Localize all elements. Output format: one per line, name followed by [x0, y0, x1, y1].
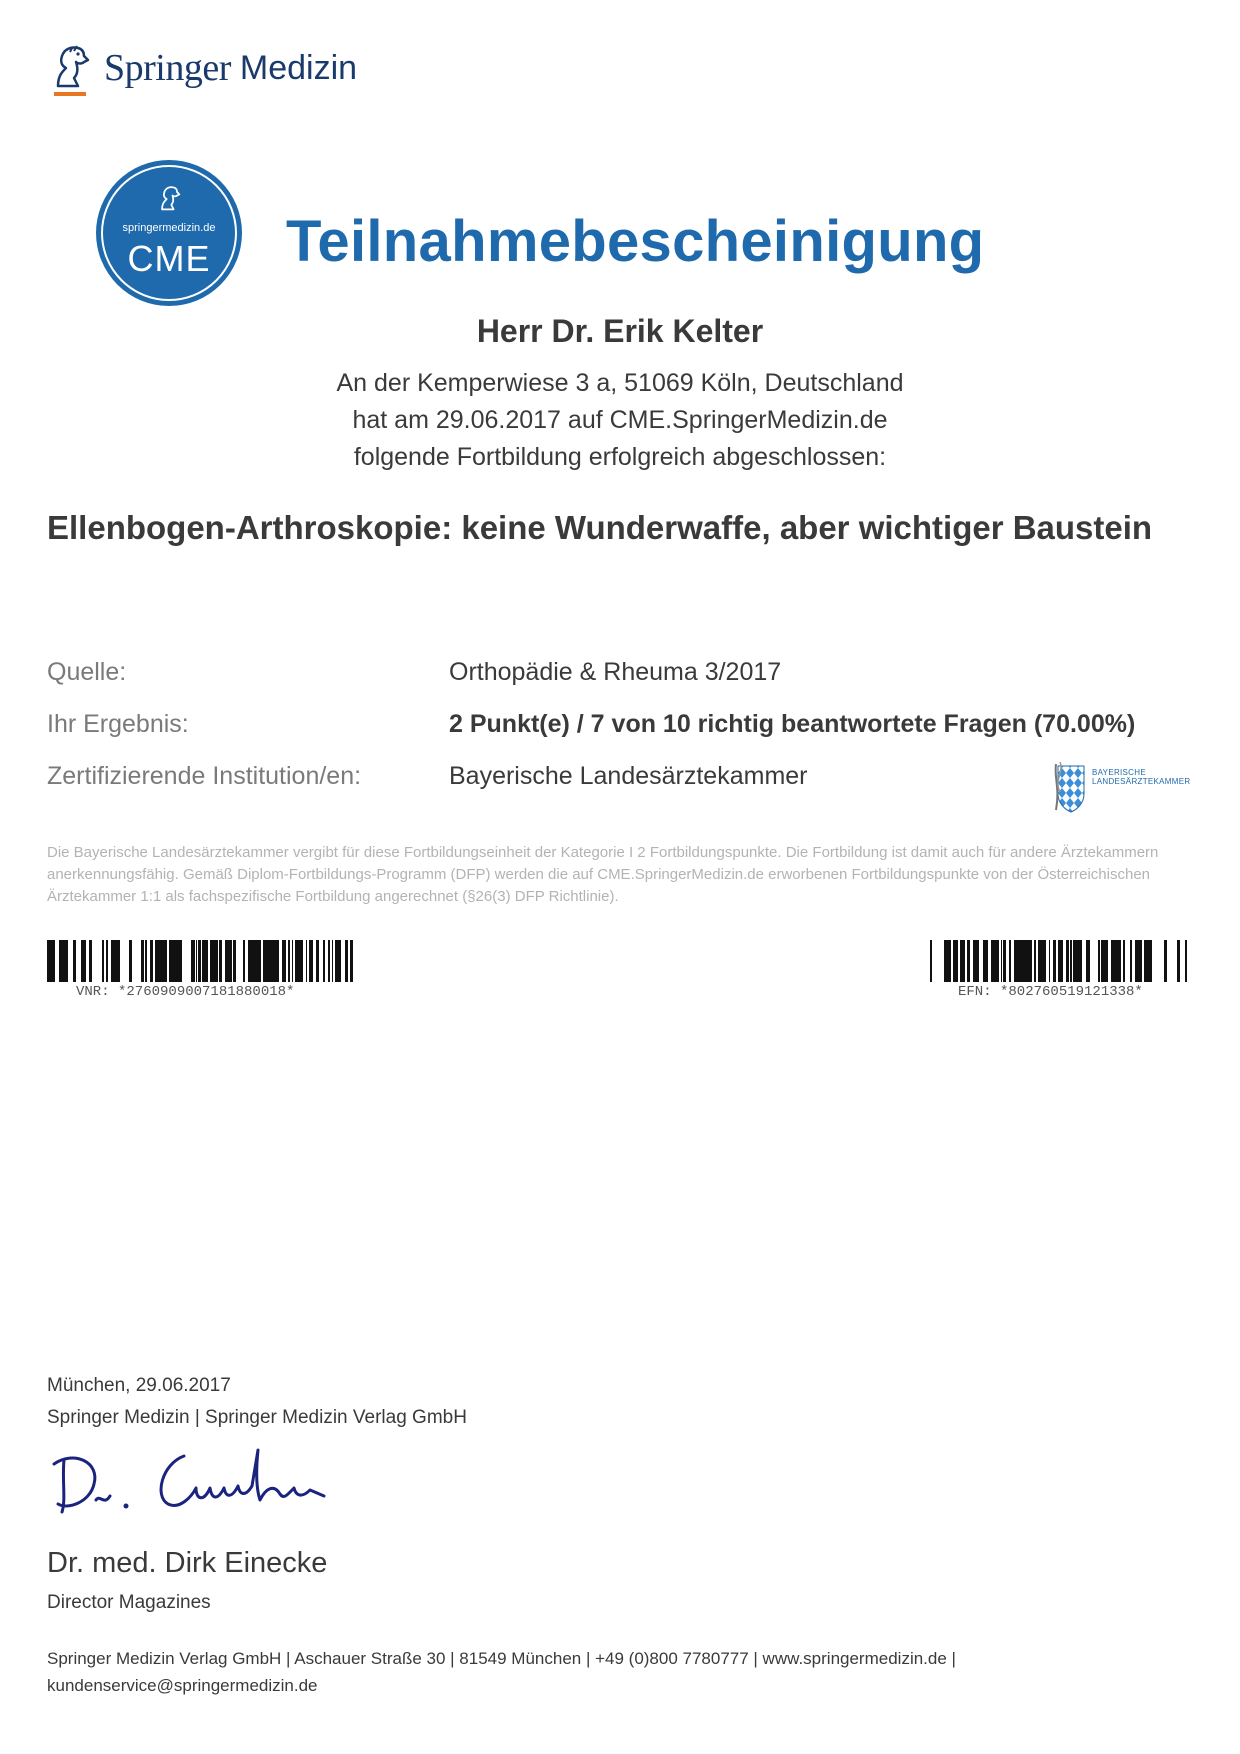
page-title: Teilnahmebescheinigung	[286, 209, 985, 274]
logo-word-medizin: Medizin	[239, 48, 358, 87]
fineprint: Die Bayerische Landesärztekammer vergibt für diese Fortbildungseinheit der Kategorie I 2 Fortbildungspunkte. Die Fortbildung ist damit auch für andere Ärztekammern anerkennungsfähig. Gemäß Diplom-Fortbildungs-Programm (DFP) werden die auf CME.SpringerMedizin.de erworbenen Fortbildungspunkte von der Österreichischen Ärztekammer 1:1 als fachspezifische Fortbildung angerechnet (§26(3) DFP Richtlinie).	[47, 844, 1159, 905]
completion-statement: folgende Fortbildung erfolgreich abgeschlossen:	[353, 443, 887, 471]
blaek-emblem-icon	[1050, 758, 1092, 816]
logo-word-springer: Springer	[104, 47, 231, 89]
result-label: Ihr Ergebnis:	[47, 710, 189, 738]
result-value: 2 Punkt(e) / 7 von 10 richtig beantwortete Fragen (70.00%)	[449, 710, 1136, 738]
cme-badge	[96, 160, 242, 306]
footer-line-1: Springer Medizin Verlag GmbH | Aschauer Straße 30 | 81549 München | +49 (0)800 7780777 | www.springermedizin.de |	[47, 1649, 956, 1668]
blaek-logo	[1050, 758, 1191, 816]
source-value: Orthopädie & Rheuma 3/2017	[449, 658, 782, 686]
institution-label: Zertifizierende Institution/en:	[47, 762, 362, 790]
recipient-address: An der Kemperwiese 3 a, 51069 Köln, Deutschland	[336, 369, 904, 397]
badge-cme-text: CME	[127, 238, 211, 279]
vnr-number: VNR: *2760909007181880018*	[76, 984, 295, 1000]
source-label: Quelle:	[47, 658, 127, 686]
vnr-barcode	[47, 940, 355, 982]
signer-role: Director Magazines	[47, 1592, 211, 1613]
signature-image	[44, 1440, 354, 1520]
footer-line-2: kundenservice@springermedizin.de	[47, 1676, 318, 1695]
efn-number: EFN: *802760519121338*	[958, 984, 1143, 1000]
signer-name: Dr. med. Dirk Einecke	[47, 1547, 328, 1579]
recipient-name: Herr Dr. Erik Kelter	[476, 313, 764, 349]
springer-medizin-logo	[48, 40, 357, 96]
place-and-date: München, 29.06.2017	[47, 1375, 231, 1396]
logo-underline	[54, 92, 86, 96]
badge-horse-icon	[156, 184, 182, 214]
badge-domain-text: springermedizin.de	[122, 222, 216, 234]
issuing-company: Springer Medizin | Springer Medizin Verlag GmbH	[47, 1407, 467, 1428]
footer-contact	[47, 1645, 1187, 1699]
efn-barcode	[930, 940, 1187, 982]
springer-horse-icon	[48, 42, 92, 94]
blaek-logo-text: BAYERISCHE LANDESÄRZTEKAMMER	[1092, 768, 1191, 786]
institution-value: Bayerische Landesärztekammer	[449, 762, 808, 790]
completion-date-line: hat am 29.06.2017 auf CME.SpringerMedizin.de	[352, 406, 888, 434]
course-title: Ellenbogen-Arthroskopie: keine Wunderwaffe, aber wichtiger Baustein	[47, 509, 1153, 546]
